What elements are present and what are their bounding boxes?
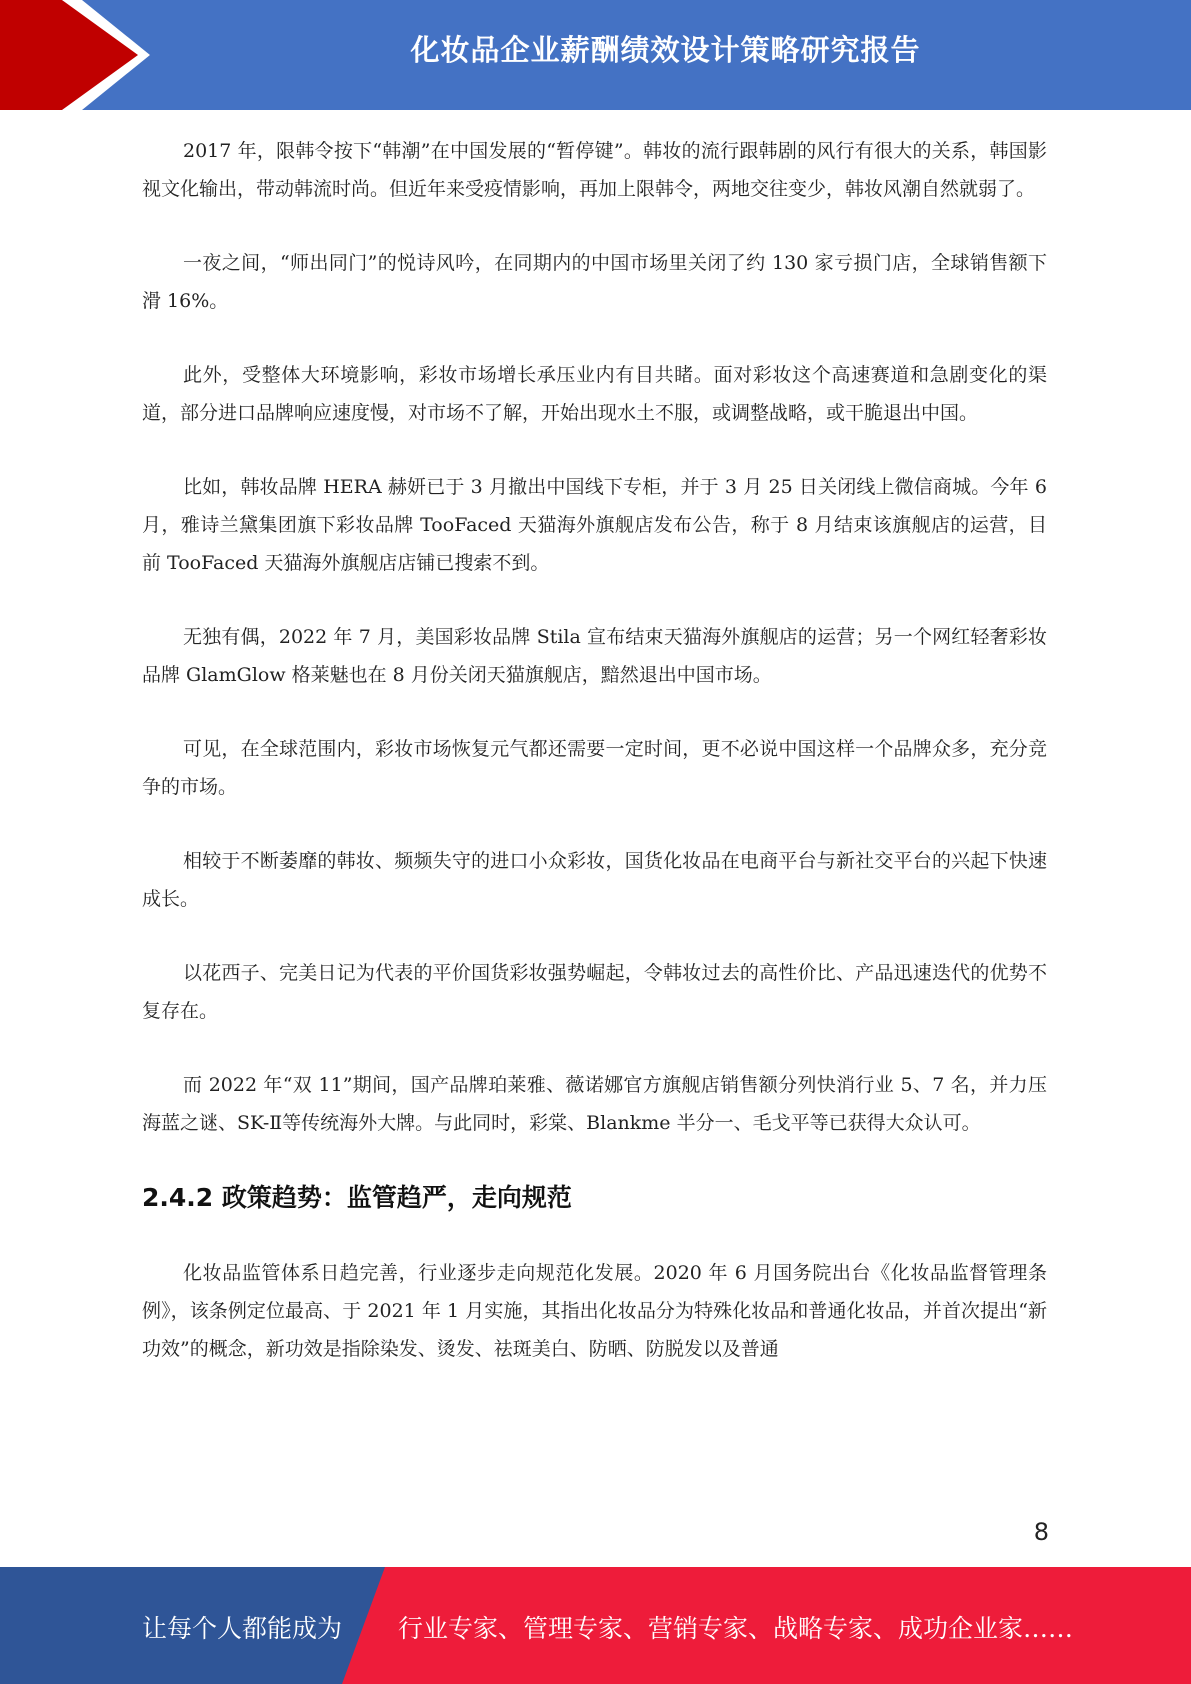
paragraph: 一夜之间，“师出同门”的悦诗风吟，在同期内的中国市场里关闭了约 130 家亏损门店，全球销售额下滑 16%。 (142, 252, 1047, 312)
paragraph: 可见，在全球范围内，彩妆市场恢复元气都还需要一定时间，更不必说中国这样一个品牌众多，充分竞争的市场。 (142, 738, 1047, 798)
paragraph: 以花西子、完美日记为代表的平价国货彩妆强势崛起，令韩妆过去的高性价比、产品迅速迭代的优势不复存在。 (142, 962, 1047, 1022)
page-number: 8 (1033, 1518, 1049, 1546)
paragraph: 比如，韩妆品牌 HERA 赫妍已于 3 月撤出中国线下专柜，并于 3 月 25 日关闭线上微信商城。今年 6 月，雅诗兰黛集团旗下彩妆品牌 TooFaced 天猫海外旗舰店发布公告，称于 8 月结束该旗舰店的运营，目前 TooFaced 天猫海外旗舰店店铺已搜索不到。 (142, 476, 1047, 574)
page-header-title: 化妆品企业薪酬绩效设计策略研究报告 (410, 33, 921, 67)
footer-slogan-left: 让每个人都能成为 (142, 1614, 343, 1643)
footer-bar (0, 1567, 1191, 1684)
paragraph: 相较于不断萎靡的韩妆、频频失守的进口小众彩妆，国货化妆品在电商平台与新社交平台的兴起下快速成长。 (142, 850, 1047, 910)
paragraph: 无独有偶，2022 年 7 月，美国彩妆品牌 Stila 宣布结束天猫海外旗舰店的运营；另一个网红轻奢彩妆品牌 GlamGlow 格莱魅也在 8 月份关闭天猫旗舰店，黯然退出中国市场。 (142, 626, 1047, 686)
section-heading: 2.4.2 政策趋势：监管趋严，走向规范 (142, 1183, 572, 1212)
document-body (142, 132, 1047, 1404)
footer-slogan-right: 行业专家、管理专家、营销专家、战略专家、成功企业家…… (398, 1614, 1074, 1643)
paragraph: 而 2022 年“双 11”期间，国产品牌珀莱雅、薇诺娜官方旗舰店销售额分列快消行业 5、7 名，并力压海蓝之谜、SK-Ⅱ等传统海外大牌。与此同时，彩棠、Blankme 半分一、毛戈平等已获得大众认可。 (142, 1074, 1047, 1134)
header-bar (0, 0, 1191, 110)
header-arrow-decoration (0, 0, 300, 110)
paragraph: 此外，受整体大环境影响，彩妆市场增长承压业内有目共睹。面对彩妆这个高速赛道和急剧变化的渠道，部分进口品牌响应速度慢，对市场不了解，开始出现水土不服，或调整战略，或干脆退出中国。 (142, 364, 1047, 424)
paragraph: 化妆品监管体系日趋完善，行业逐步走向规范化发展。2020 年 6 月国务院出台《化妆品监督管理条例》，该条例定位最高、于 2021 年 1 月实施，其指出化妆品分为特殊化妆品和普通化妆品，并首次提出“新功效”的概念，新功效是指除染发、烫发、祛斑美白、防晒、防脱发以及普通 (142, 1262, 1047, 1360)
paragraph: 2017 年，限韩令按下“韩潮”在中国发展的“暂停键”。韩妆的流行跟韩剧的风行有很大的关系，韩国影视文化输出，带动韩流时尚。但近年来受疫情影响，再加上限韩令，两地交往变少，韩妆风潮自然就弱了。 (142, 140, 1047, 200)
